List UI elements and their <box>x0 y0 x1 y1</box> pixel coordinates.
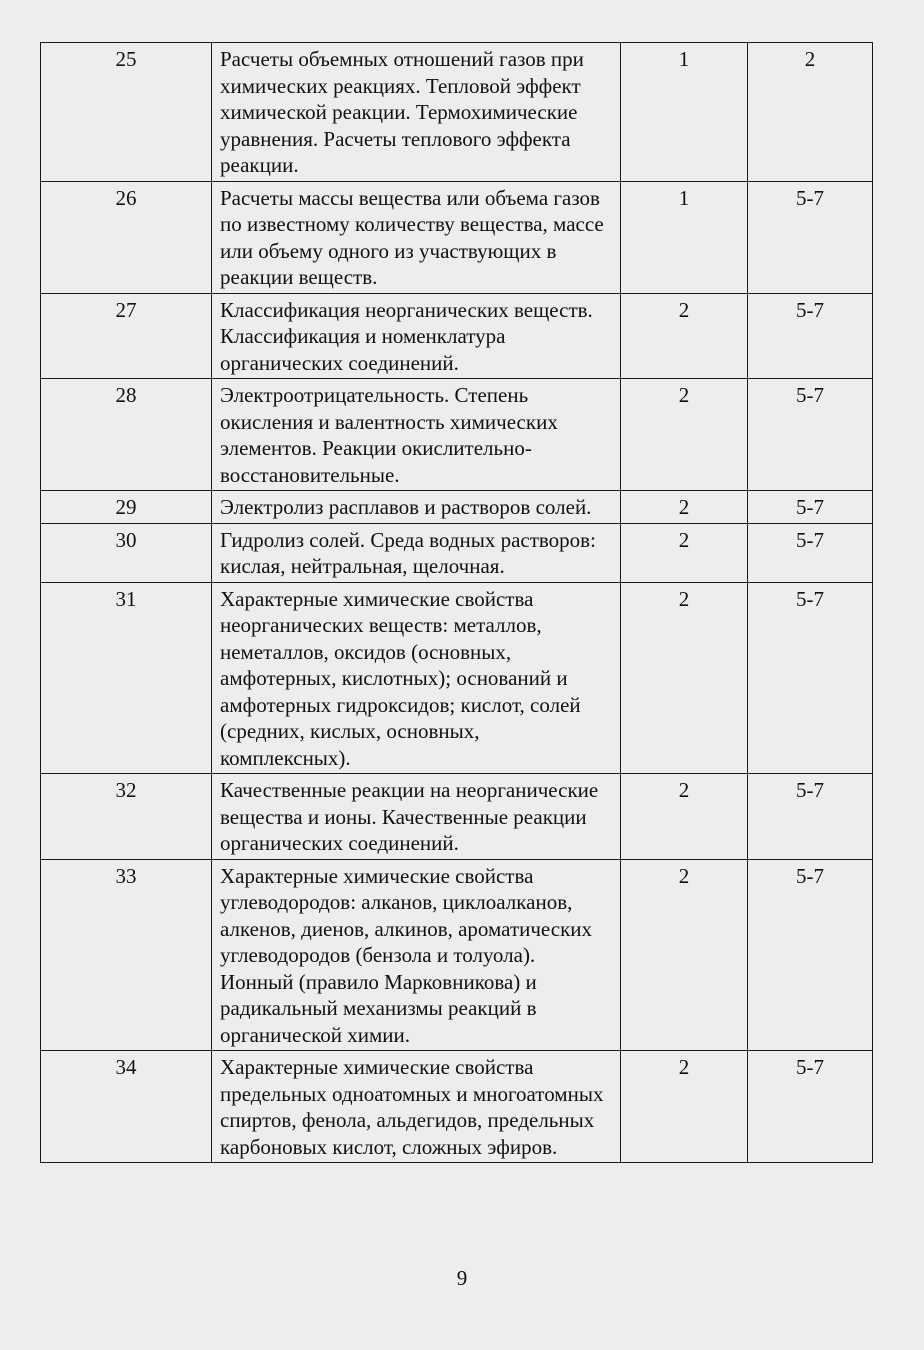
row-level: 2 <box>621 293 748 379</box>
row-number: 30 <box>41 523 212 582</box>
row-level: 2 <box>621 1051 748 1163</box>
topics-table <box>40 42 873 1163</box>
row-topic: Характерные химические свойства неорганических веществ: металлов, неметаллов, оксидов (основных, амфотерных, кислотных); оснований и амфотерных гидроксидов; кислот, солей (средних, кислых, основных, комплексных). <box>212 582 621 774</box>
row-topic: Характерные химические свойства предельных одноатомных и многоатомных спиртов, фенола, альдегидов, предельных карбоновых кислот, сложных эфиров. <box>212 1051 621 1163</box>
row-number: 31 <box>41 582 212 774</box>
row-topic: Гидролиз солей. Среда водных растворов: кислая, нейтральная, щелочная. <box>212 523 621 582</box>
page-number: 9 <box>456 1266 468 1290</box>
row-level: 2 <box>621 774 748 860</box>
row-number: 33 <box>41 859 212 1051</box>
row-number: 27 <box>41 293 212 379</box>
row-topic: Классификация неорганических веществ. Классификация и номенклатура органических соединений. <box>212 293 621 379</box>
table-row <box>41 774 873 860</box>
row-topic: Электролиз расплавов и растворов солей. <box>212 491 621 524</box>
row-number: 32 <box>41 774 212 860</box>
row-time: 5-7 <box>748 523 873 582</box>
row-topic: Электроотрицательность. Степень окисления и валентность химических элементов. Реакции окислительно-восстановительные. <box>212 379 621 491</box>
row-topic: Расчеты массы вещества или объема газов по известному количеству вещества, массе или объему одного из участвующих в реакции веществ. <box>212 181 621 293</box>
table-row <box>41 293 873 379</box>
row-topic: Качественные реакции на неорганические вещества и ионы. Качественные реакции органических соединений. <box>212 774 621 860</box>
table-row <box>41 859 873 1051</box>
row-level: 1 <box>621 181 748 293</box>
row-time: 5-7 <box>748 491 873 524</box>
row-level: 2 <box>621 523 748 582</box>
row-level: 2 <box>621 379 748 491</box>
table-row <box>41 1051 873 1163</box>
row-time: 5-7 <box>748 293 873 379</box>
row-topic: Расчеты объемных отношений газов при химических реакциях. Тепловой эффект химической реакции. Термохимические уравнения. Расчеты теплового эффекта реакции. <box>212 43 621 182</box>
row-level: 1 <box>621 43 748 182</box>
table-row <box>41 181 873 293</box>
row-number: 26 <box>41 181 212 293</box>
row-time: 5-7 <box>748 859 873 1051</box>
row-number: 25 <box>41 43 212 182</box>
row-number: 29 <box>41 491 212 524</box>
table-row <box>41 379 873 491</box>
row-time: 5-7 <box>748 181 873 293</box>
row-time: 5-7 <box>748 379 873 491</box>
row-number: 34 <box>41 1051 212 1163</box>
row-time: 5-7 <box>748 582 873 774</box>
row-time: 5-7 <box>748 774 873 860</box>
table-row <box>41 43 873 182</box>
row-time: 5-7 <box>748 1051 873 1163</box>
row-number: 28 <box>41 379 212 491</box>
table-row <box>41 491 873 524</box>
row-topic: Характерные химические свойства углеводородов: алканов, циклоалканов, алкенов, диенов, алкинов, ароматических углеводородов (бензола и толуола). Ионный (правило Марковникова) и радикальный механизмы реакций в органической химии. <box>212 859 621 1051</box>
row-level: 2 <box>621 859 748 1051</box>
row-level: 2 <box>621 582 748 774</box>
row-level: 2 <box>621 491 748 524</box>
row-time: 2 <box>748 43 873 182</box>
table-row <box>41 582 873 774</box>
table-row <box>41 523 873 582</box>
